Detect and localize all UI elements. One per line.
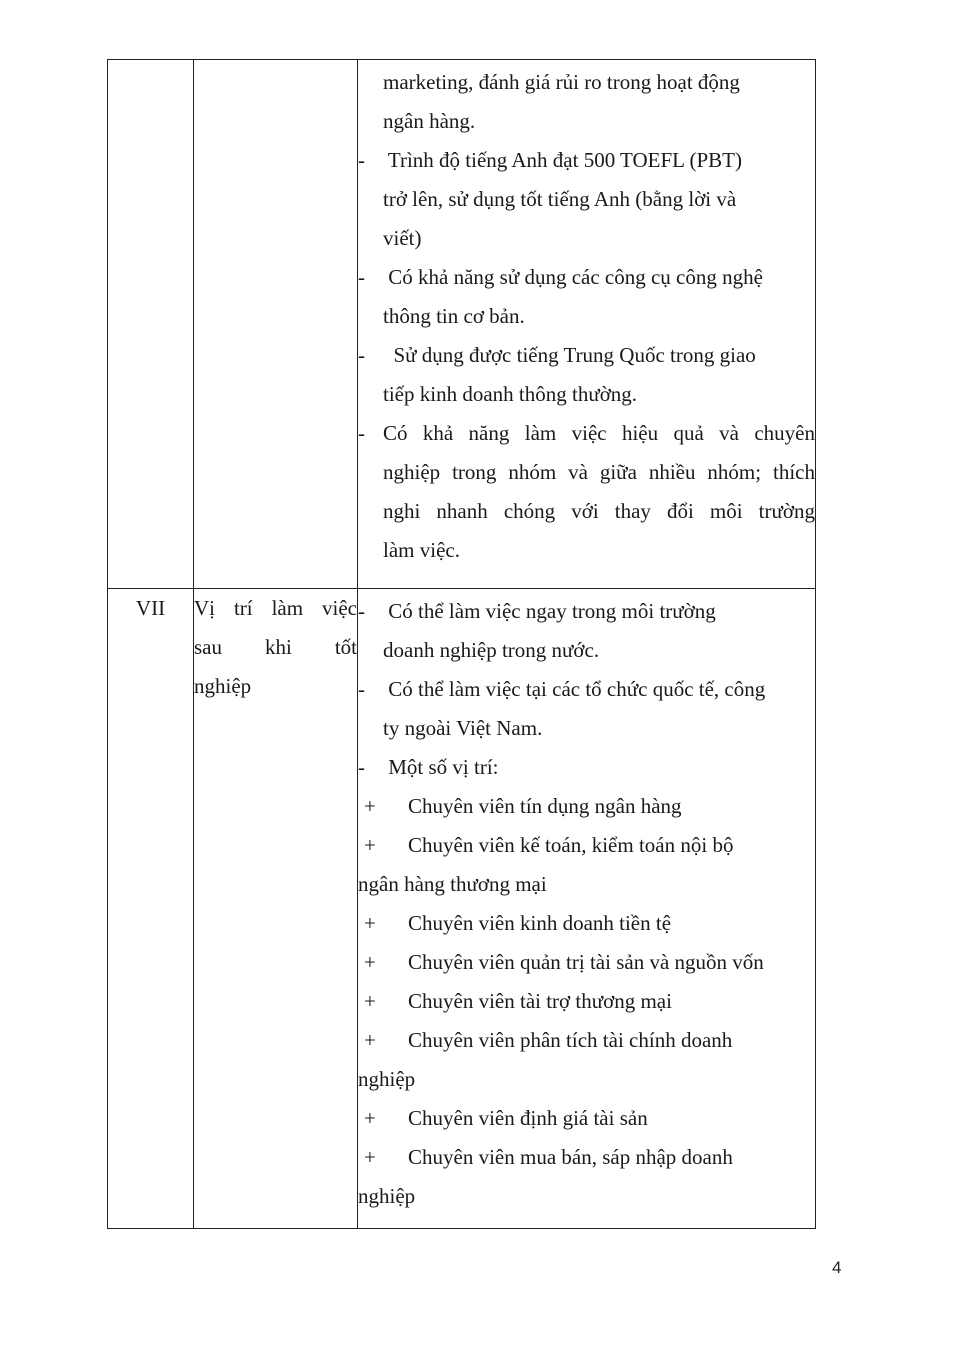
continuation-line: nghi nhanh chóng với thay đổi môi trường: [383, 499, 815, 523]
sub-item-line: [358, 1021, 815, 1060]
row-number-cell: VII: [108, 589, 194, 1229]
bullet-line: [358, 670, 815, 709]
sub-item-line: [358, 982, 815, 1021]
row-title-cell: [194, 60, 358, 589]
row-content-cell: [358, 60, 816, 589]
sub-item-line: [358, 787, 815, 826]
line-text: Có khả năng làm việc hiệu quả và chuyên: [383, 421, 815, 445]
line-text: Trình độ tiếng Anh đạt 500 TOEFL (PBT): [383, 148, 742, 172]
continuation-line: doanh nghiệp trong nước.: [383, 638, 600, 662]
continuation-line: nghiệp: [358, 1184, 416, 1208]
row-title-cell: [194, 589, 358, 1229]
bullet-line: [358, 141, 815, 180]
program-table: [107, 59, 816, 1229]
plus-marker: +: [364, 833, 376, 857]
dash-marker: -: [358, 421, 365, 445]
line-text: Một số vị trí:: [383, 755, 499, 779]
bullet-line: [358, 592, 815, 631]
continuation-line: ngân hàng thương mại: [358, 872, 547, 896]
sub-item-line: [358, 904, 815, 943]
row-number-cell: [108, 60, 194, 589]
continuation-line: marketing, đánh giá rủi ro trong hoạt động: [383, 70, 740, 94]
dash-marker: -: [358, 265, 365, 289]
plus-marker: +: [364, 794, 376, 818]
row-content-cell: [358, 589, 816, 1229]
row-title-line: sau khi tốt: [194, 635, 357, 659]
continuation-line: ty ngoài Việt Nam.: [383, 716, 543, 740]
continuation-line: tiếp kinh doanh thông thường.: [383, 382, 638, 406]
line-text: Có khả năng sử dụng các công cụ công nghệ: [383, 265, 763, 289]
row-title-line: Vị trí làm việc: [194, 596, 357, 620]
dash-marker: -: [358, 343, 365, 367]
line-text: Chuyên viên kế toán, kiểm toán nội bộ: [408, 833, 734, 857]
row-title-line: nghiệp: [194, 674, 252, 698]
continuation-line: làm việc.: [383, 538, 460, 562]
continuation-line: thông tin cơ bản.: [383, 304, 525, 328]
line-text: Chuyên viên phân tích tài chính doanh: [408, 1028, 733, 1052]
plus-marker: +: [364, 989, 376, 1013]
bullet-line: [358, 748, 815, 787]
plus-marker: +: [364, 950, 376, 974]
continuation-line: nghiệp: [358, 1067, 416, 1091]
dash-marker: -: [358, 755, 365, 779]
plus-marker: +: [364, 911, 376, 935]
continuation-line: nghiệp trong nhóm và giữa nhiều nhóm; thích: [383, 460, 815, 484]
line-text: Chuyên viên tín dụng ngân hàng: [408, 794, 682, 818]
sub-item-line: [358, 943, 815, 982]
continuation-line: viết): [383, 226, 422, 250]
line-text: Sử dụng được tiếng Trung Quốc trong giao: [383, 343, 756, 367]
bullet-line: [358, 414, 815, 453]
page-number: 4: [832, 1258, 842, 1277]
table-row-vii: [108, 589, 816, 1229]
line-text: Chuyên viên kinh doanh tiền tệ: [408, 911, 672, 935]
plus-marker: +: [364, 1145, 376, 1169]
line-text: Có thể làm việc ngay trong môi trường: [383, 599, 716, 623]
line-text: Chuyên viên tài trợ thương mại: [408, 989, 672, 1013]
dash-marker: -: [358, 677, 365, 701]
plus-marker: +: [364, 1028, 376, 1052]
bullet-line: [358, 336, 815, 375]
plus-marker: +: [364, 1106, 376, 1130]
sub-item-line: [358, 1138, 815, 1177]
dash-marker: -: [358, 148, 365, 172]
dash-marker: -: [358, 599, 365, 623]
sub-item-line: [358, 826, 815, 865]
line-text: Có thể làm việc tại các tổ chức quốc tế, công: [383, 677, 766, 701]
continuation-line: trở lên, sử dụng tốt tiếng Anh (bằng lời và: [383, 187, 737, 211]
table-row-continuation: [108, 60, 816, 589]
bullet-line: [358, 258, 815, 297]
line-text: Chuyên viên mua bán, sáp nhập doanh: [408, 1145, 733, 1169]
line-text: Chuyên viên định giá tài sản: [408, 1106, 648, 1130]
line-text: Chuyên viên quản trị tài sản và nguồn vốn: [408, 950, 764, 974]
continuation-line: ngân hàng.: [383, 109, 476, 133]
sub-item-line: [358, 1099, 815, 1138]
